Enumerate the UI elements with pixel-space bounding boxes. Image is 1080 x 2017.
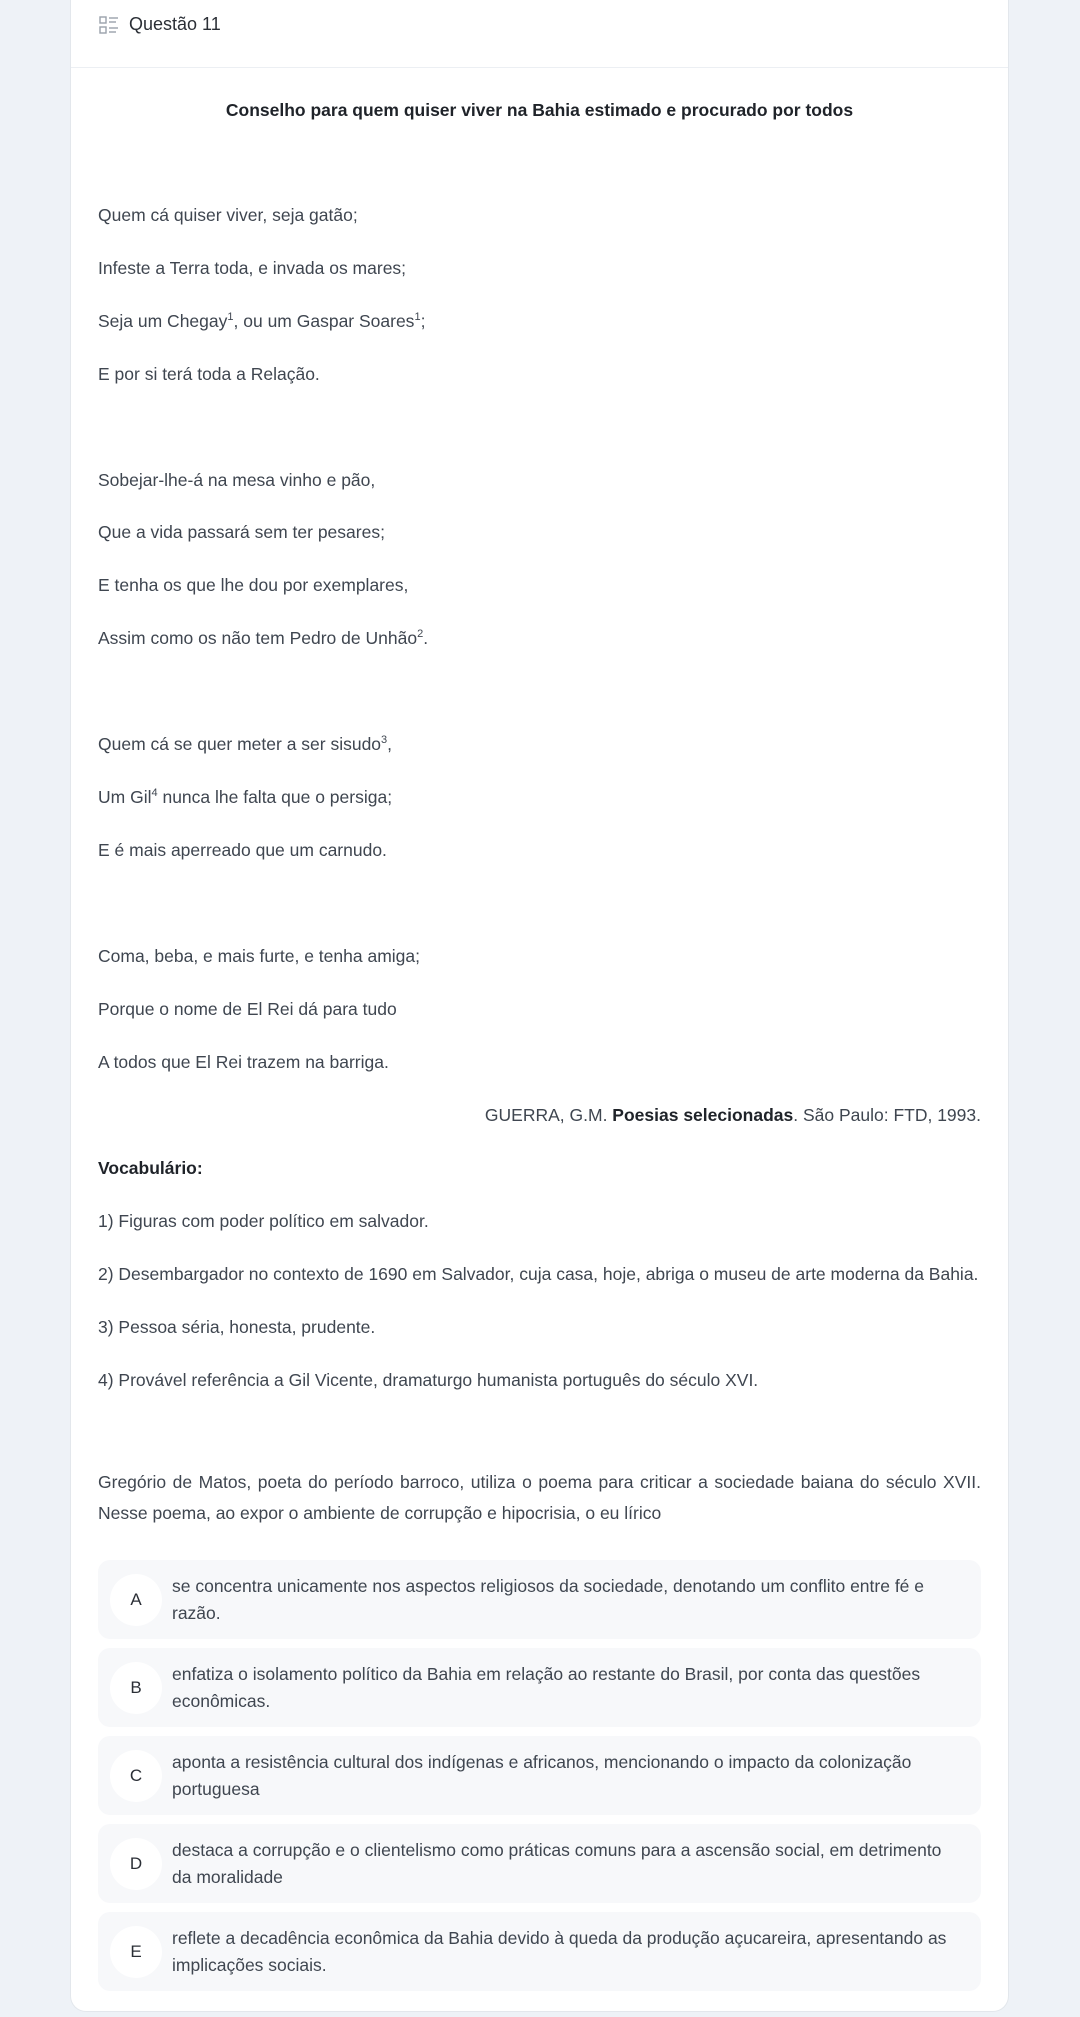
poem-line: Quem cá se quer meter a ser sisudo$^3$, (98, 734, 393, 754)
question-prompt: Gregório de Matos, poeta do período barroco, utiliza o poema para criticar a sociedade baiana do século XVII. Nesse poema, ao expor o ambiente de corrupção e hipocrisia, o eu lírico (98, 1472, 981, 1523)
option-letter: A (110, 1574, 162, 1626)
option-letter: B (110, 1662, 162, 1714)
vocabulary-item: 2) Desembargador no contexto de 1690 em Salvador, cuja casa, hoje, abriga o museu de arte moderna da Bahia. (98, 1264, 979, 1284)
option-text: se concentra unicamente nos aspectos religiosos da sociedade, denotando um conflito entre fé e razão. (172, 1575, 925, 1623)
option-text: destaca a corrupção e o clientelismo como práticas comuns para a ascensão social, em detrimento da moralidade (172, 1839, 942, 1887)
poem-line: Um Gil$^4$ nunca lhe falta que o persiga; (98, 787, 393, 807)
option-e[interactable] (98, 1912, 981, 1991)
option-b[interactable] (98, 1648, 981, 1727)
option-text: enfatiza o isolamento político da Bahia em relação ao restante do Brasil, por conta das questões econômicas. (172, 1663, 921, 1711)
poem-line: E por si terá toda a Relação. (98, 364, 320, 384)
poem-line: Que a vida passará sem ter pesares; (98, 522, 385, 542)
question-content (71, 98, 1008, 122)
question-card (70, 0, 1009, 2012)
poem-line: Coma, beba, e mais furte, e tenha amiga; (98, 946, 420, 966)
option-d[interactable] (98, 1824, 981, 1903)
poem-line: Assim como os não tem Pedro de Unhão$^2$. (98, 628, 429, 648)
vocabulary-item: 3) Pessoa séria, honesta, prudente. (98, 1317, 376, 1337)
vocabulary-item: 1) Figuras com poder político em salvador. (98, 1211, 429, 1231)
poem-line: A todos que El Rei trazem na barriga. (98, 1052, 389, 1072)
option-letter: D (110, 1838, 162, 1890)
question-label: Questão 11 (129, 14, 221, 34)
vocabulary-heading: Vocabulário: (98, 1158, 203, 1178)
option-letter: E (110, 1926, 162, 1978)
option-text: aponta a resistência cultural dos indígenas e africanos, mencionando o impacto da colonização portuguesa (172, 1751, 912, 1799)
poem-title: Conselho para quem quiser viver na Bahia estimado e procurado por todos (225, 100, 854, 120)
poem-line: Porque o nome de El Rei dá para tudo (98, 999, 397, 1019)
poem-line: Seja um Chegay$^1$, ou um Gaspar Soares$^1$; (98, 311, 426, 331)
poem-line: E tenha os que lhe dou por exemplares, (98, 575, 409, 595)
answer-options (98, 1560, 981, 2000)
question-header (71, 0, 1008, 68)
poem-line: Quem cá quiser viver, seja gatão; (98, 205, 358, 225)
list-icon (99, 16, 119, 34)
vocabulary-item: 4) Provável referência a Gil Vicente, dramaturgo humanista português do século XVI. (98, 1370, 759, 1390)
option-c[interactable] (98, 1736, 981, 1815)
poem-source: GUERRA, G.M. Poesias selecionadas. São Paulo: FTD, 1993. (484, 1105, 981, 1125)
poem-line: E é mais aperreado que um carnudo. (98, 840, 387, 860)
poem-line: Sobejar-lhe-á na mesa vinho e pão, (98, 470, 376, 490)
poem-line: Infeste a Terra toda, e invada os mares; (98, 258, 407, 278)
option-letter: C (110, 1750, 162, 1802)
option-text: reflete a decadência econômica da Bahia devido à queda da produção açucareira, apresentando as implicações sociais. (172, 1927, 947, 1975)
option-a[interactable] (98, 1560, 981, 1639)
